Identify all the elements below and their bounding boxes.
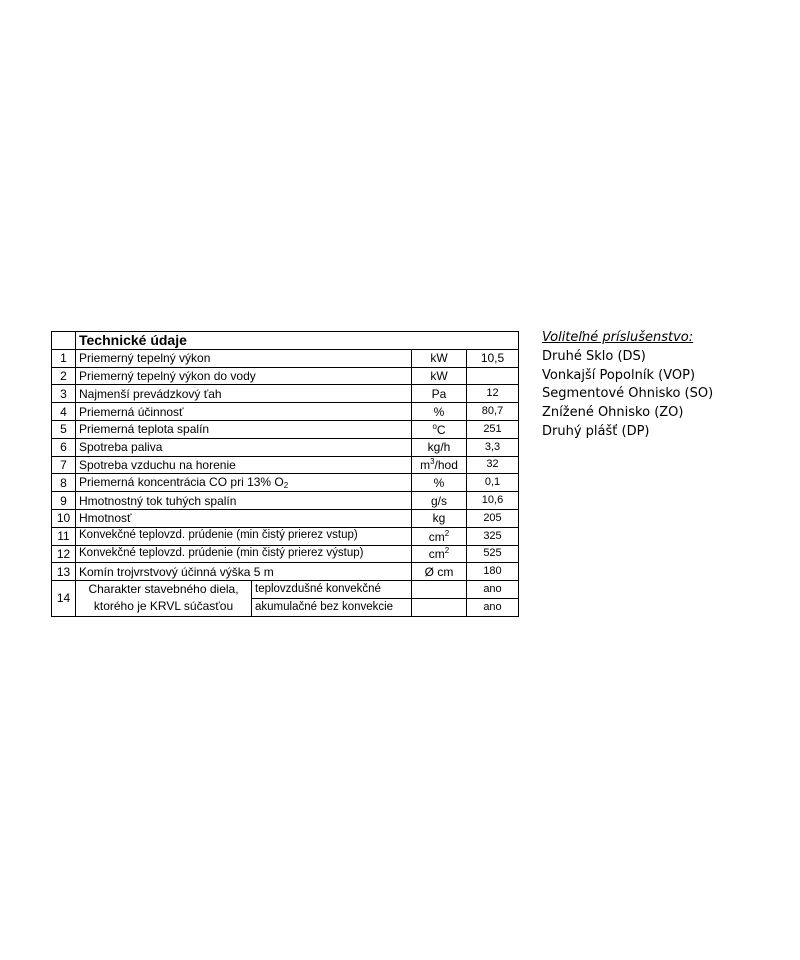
row-label: Komín trojvrstvový účinná výška 5 m (76, 563, 412, 581)
row-value: 10,6 (467, 492, 519, 510)
table-row (52, 545, 519, 563)
row-number: 14 (52, 581, 76, 617)
row-number: 3 (52, 385, 76, 403)
row-unit: kg (412, 509, 467, 527)
unit-superscript: 2 (444, 546, 450, 556)
unit-superscript: 3 (430, 457, 435, 467)
row-number: 10 (52, 509, 76, 527)
unit-text: cm (428, 547, 445, 562)
table-title-row (52, 332, 519, 350)
title-spacer (412, 332, 519, 350)
table-row (52, 403, 519, 421)
table-row (52, 581, 519, 599)
table-row (52, 509, 519, 527)
row-number: 13 (52, 563, 76, 581)
row-value: 32 (467, 456, 519, 474)
row-value: 205 (467, 509, 519, 527)
row-unit: Pa (412, 385, 467, 403)
accessory-item: Druhé Sklo (DS) (542, 348, 646, 364)
sub-label: akumulačné bez konvekcie (252, 598, 412, 616)
row-label (76, 474, 412, 492)
row-label: Spotreba vzduchu na horenie (76, 456, 412, 474)
row-number: 5 (52, 420, 76, 438)
technical-data-table (51, 331, 519, 617)
row-label: Hmotnosť (76, 509, 412, 527)
row-value: 0,1 (467, 474, 519, 492)
row-label: Konvekčné teplovzd. prúdenie (min čistý prierez vstup) (76, 527, 412, 545)
accessory-item: Vonkajší Popolník (VOP) (542, 367, 696, 383)
row-number: 12 (52, 545, 76, 563)
title-num-cell (52, 332, 76, 350)
table-row (52, 474, 519, 492)
table-row (52, 563, 519, 581)
row-unit: kW (412, 349, 467, 367)
row-number: 2 (52, 367, 76, 385)
row-value: 180 (467, 563, 519, 581)
unit-superscript: o (432, 421, 437, 431)
row-unit (412, 527, 467, 545)
row-label: Hmotnostný tok tuhých spalín (76, 492, 412, 510)
row-value (467, 367, 519, 385)
row-number: 11 (52, 527, 76, 545)
row-unit (412, 581, 467, 599)
row-number: 1 (52, 349, 76, 367)
unit-text: C (436, 422, 446, 437)
table-row (52, 492, 519, 510)
table-row (52, 456, 519, 474)
unit-text: /hod (434, 458, 458, 473)
row-value: 251 (467, 420, 519, 438)
accessories-title: Voliteľné príslušenstvo: (542, 330, 694, 345)
row-label: Najmenší prevádzkový ťah (76, 385, 412, 403)
label-text: Priemerná koncentrácia CO pri 13% O (79, 474, 284, 489)
row-number: 4 (52, 403, 76, 421)
row-unit: g/s (412, 492, 467, 510)
unit-text: cm (428, 529, 445, 544)
table-row (52, 527, 519, 545)
row-unit: kW (412, 367, 467, 385)
row-value: ano (467, 581, 519, 599)
row-number: 7 (52, 456, 76, 474)
optional-accessories (542, 329, 713, 442)
table-row (52, 367, 519, 385)
row-value: 325 (467, 527, 519, 545)
row-label: Priemerný tepelný výkon do vody (76, 367, 412, 385)
row-unit (412, 420, 467, 438)
table-title: Technické údaje (76, 332, 412, 350)
label-line-2: ktorého je KRVL súčasťou (93, 599, 234, 614)
unit-prefix: m (420, 458, 431, 473)
row-label: Konvekčné teplovzd. prúdenie (min čistý prierez výstup) (76, 545, 412, 563)
accessory-item: Druhý plášť (DP) (542, 423, 650, 439)
table-row (52, 420, 519, 438)
label-line-1: Charakter stavebného diela, (88, 582, 239, 597)
row-number: 9 (52, 492, 76, 510)
row-label: Priemerná teplota spalín (76, 420, 412, 438)
row-unit (412, 456, 467, 474)
table-row (52, 349, 519, 367)
row-label: Priemerný tepelný výkon (76, 349, 412, 367)
label-subscript: 2 (283, 480, 289, 490)
row-unit: Ø cm (412, 563, 467, 581)
row-label: Priemerná účinnosť (76, 403, 412, 421)
row-value: 3,3 (467, 438, 519, 456)
unit-superscript: 2 (444, 528, 450, 538)
row-number: 6 (52, 438, 76, 456)
row-unit: % (412, 403, 467, 421)
table-row (52, 385, 519, 403)
row-unit (412, 598, 467, 616)
row-value: 80,7 (467, 403, 519, 421)
row-unit: % (412, 474, 467, 492)
row-label: Spotreba paliva (76, 438, 412, 456)
row-unit: kg/h (412, 438, 467, 456)
row-value: 525 (467, 545, 519, 563)
row-label (76, 581, 252, 617)
table-row (52, 438, 519, 456)
row-unit (412, 545, 467, 563)
sub-label: teplovzdušné konvekčné (252, 581, 412, 599)
row-value: ano (467, 598, 519, 616)
accessory-item: Segmentové Ohnisko (SO) (542, 386, 714, 402)
row-value: 12 (467, 385, 519, 403)
row-number: 8 (52, 474, 76, 492)
accessory-item: Znížené Ohnisko (ZO) (542, 405, 684, 421)
row-value: 10,5 (467, 349, 519, 367)
